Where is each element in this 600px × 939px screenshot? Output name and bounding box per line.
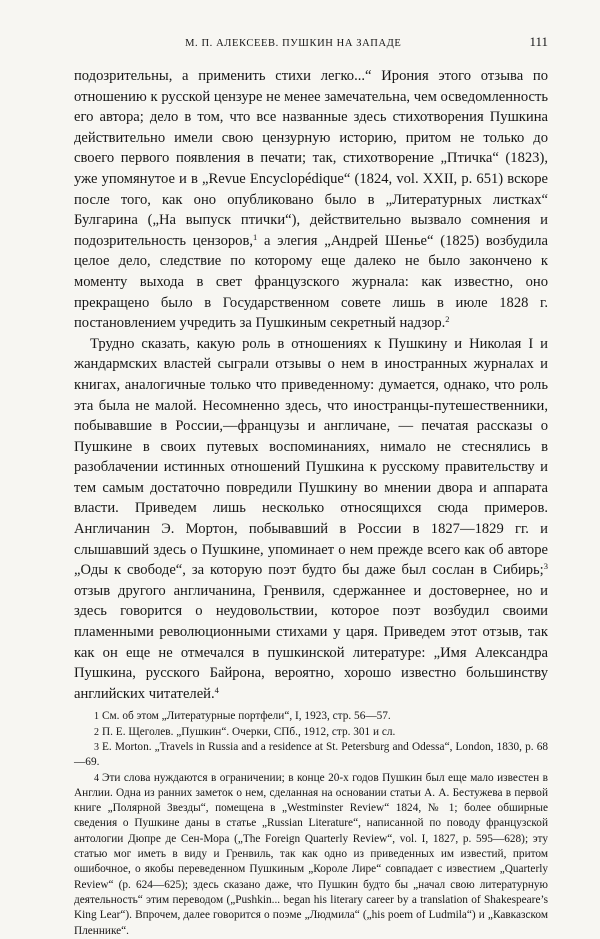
text-run: Трудно сказать, какую роль в отношениях к Пушкину и Николая I и жандармских властей сыграли отзывы о нем в иностранных журналах и книгах, аналогичные только что приведенному: думается, однако, что роль эта была не малой. Несомненно здесь, что иностранцы-путешественники, побывавшие в России,—французы и англичане, — печатая рассказы о Пушкине в своих путевых воспоминаниях, нимало не стеснялись в разоблачении истинных отношений Пушкина к русскому правительству и тем самым достаточно повредили Пушкину во мнении двора и аппарата власти. Приведем лишь несколько относящихся сюда примеров. Англичанин Э. Мортон, побывавший в России в 1827—1829 гг. и слышавший здесь о Пушкине, упоминает о нем прежде всего как об авторе „Оды к свободе“, за которую поэт будто бы даже был сослан в Сибирь; xyxy=(74,335,548,579)
body-text xyxy=(74,66,548,704)
footnote-text: См. об этом „Литературные портфели“, I, 1923, стр. 56—57. xyxy=(102,710,391,723)
footnote-ref-1: 1 xyxy=(253,231,258,242)
page-number: 111 xyxy=(529,34,548,49)
paragraph-2 xyxy=(74,334,548,705)
text-run: отзыв другого англичанина, Гренвиля, сдержаннее и достовернее, но и здесь говорится о неудовольствии, которое поэт возбудил своими пламенными революционными стихами у царя. Приведем этот отзыв, так как он еще не отмечался в пушкинской литературе: „Имя Александра Пушкина, русского Байрона, вероятно, хорошо известно большинству английских читателей. xyxy=(74,582,548,702)
footnote-number: 1 xyxy=(94,711,99,723)
footnote-text: П. Е. Щеголев. „Пушкин“. Очерки, СПб., 1912, стр. 301 и сл. xyxy=(102,725,396,738)
page-header xyxy=(74,34,548,50)
footnote-text: E. Morton. „Travels in Russia and a residence at St. Petersburg and Odessa“, London, 1830, p. 68—69. xyxy=(74,741,548,769)
paragraph-1 xyxy=(74,66,548,334)
running-head: М. П. АЛЕКСЕЕВ. ПУШКИН НА ЗАПАДЕ xyxy=(185,38,402,49)
footnote-number: 3 xyxy=(94,742,99,753)
footnote-number: 4 xyxy=(94,772,99,784)
footnote-2 xyxy=(74,725,548,740)
footnote-4 xyxy=(74,771,548,939)
footnote-ref-4: 4 xyxy=(214,684,219,695)
text-run: а элегия „Андрей Шенье“ (1825) возбудила целое дело, следствие по которому еще далеко не было закончено к моменту выхода в свет французского журнала: как известно, оно прекращено было в Государственном совете лишь в июле 1828 г. постановлением учредить за Пушкиным секретный надзор. xyxy=(74,232,548,332)
footnote-number: 2 xyxy=(94,726,99,738)
footnote-ref-3: 3 xyxy=(543,561,548,572)
footnote-1 xyxy=(74,709,548,724)
footnotes xyxy=(74,709,548,938)
text-run: подозрительны, а применить стихи легко...“ Ирония этого отзыва по отношению к русской цензуре не менее замечательна, чем осведомленность его автора; дело в том, что все названные здесь стихотворения Пушкина действительно имели свою цензурную историю, притом не только до своего первого появления в печати; так, стихотворение „Птичка“ (1823), уже упомянутое и в „Revue Encyclopédique“ (1824, vol. XXII, p. 651) вскоре после того, как оно опубликовано было в „Литературных листках“ Булгарина („На выпуск птички“), действительно вызвало сомнения и подозрительность цензоров, xyxy=(74,68,548,249)
footnote-text: Эти слова нуждаются в ограничении; в конце 20-х годов Пушкин был еще мало известен в Англии. Одна из ранних заметок о нем, сделанная на основании статьи А. А. Бестужева в первой книге „Полярной Звезды“, помещена в „Westminster Review“ 1824, № 1; более обширные сведения о Пушкине даны в статье „Russian Literature“, написанной по поводу французской антологии Дюпре де Сен-Мора („The Foreign Quarterly Review“, vol. I, 1827, p. 595—628); эту статью мог иметь в виду и Гренвиль, так как одно из приведенных им известий, притом ошибочное, о якобы переведенном Пушкиным „Короле Лире“ совпадает с известием „Quarterly Review“ (p. 624—625); здесь сказано даже, что Пушкин будто бы „начал свою литературную деятельность“ этим переводом („Pushkin... began his literary career by a translation of Shakespeare’s King Lear“). Впрочем, далее говорится о поэме „Людмила“ („his poem of Ludmila“) и „Кавказском Пленнике“. xyxy=(74,771,548,937)
footnote-ref-2: 2 xyxy=(445,314,450,325)
footnote-3 xyxy=(74,740,548,771)
